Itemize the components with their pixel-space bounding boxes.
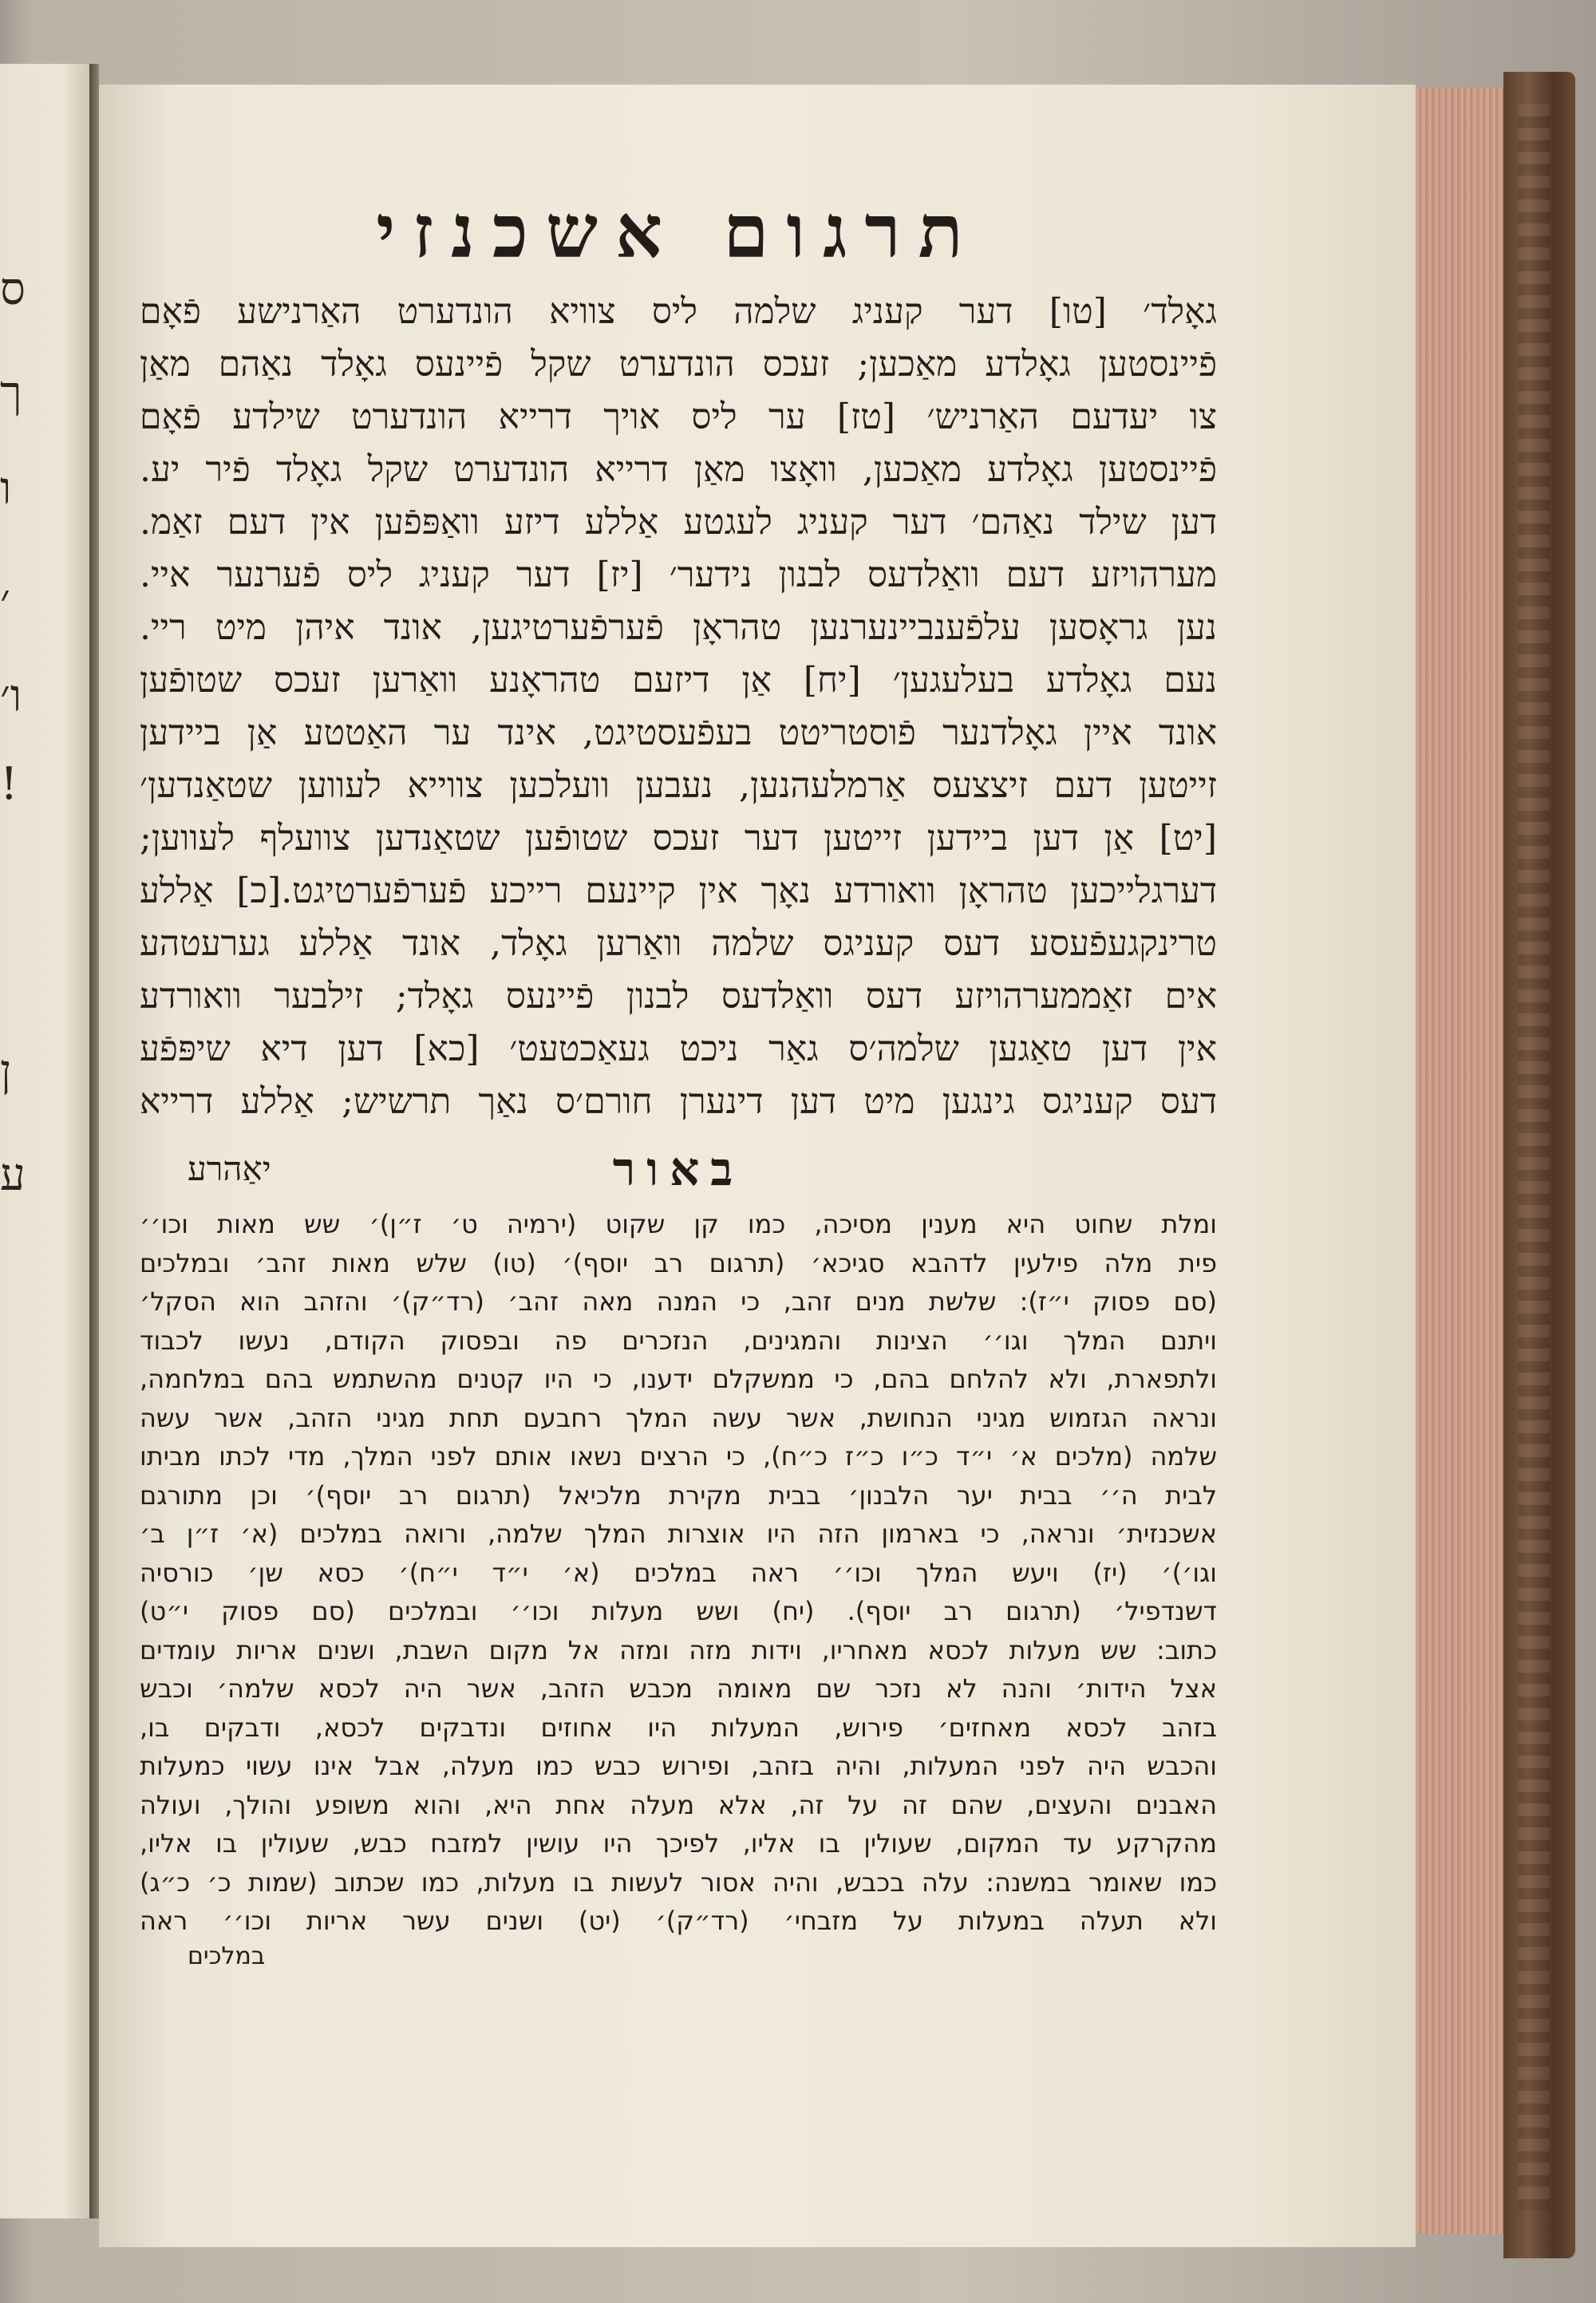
book-gutter	[89, 64, 99, 2218]
page-fore-edge	[1416, 88, 1506, 2234]
commentary-line: ומלת שחוט היא מענין מסיכה, כמו קן שקוט (ירמיה ט׳ ז״ן)׳ שש מאות וכו׳׳	[140, 1209, 1217, 1239]
translation-line: זייטען דעם זיצצעס אַרמלעהנען, נעבען וועלכען צווייא לעווען שטאַנדען׳	[140, 765, 1217, 806]
commentary-catchword: במלכים	[188, 1942, 266, 1970]
commentary-line: ונראה הגזמוש מגיני הנחושת, אשר עשה המלך רחבעם תחת מגיני הזהב, אשר עשה	[140, 1402, 1217, 1433]
left-page-edge	[0, 64, 92, 2218]
page-content	[140, 188, 1217, 1973]
page-heading: תרגום אשכנזי	[376, 188, 981, 275]
commentary-line: כתוב: שש מעלות לכסא מאחריו, וידות מזה ומזה אל מקום השבת, ושנים אריות עומדים	[140, 1634, 1217, 1665]
translation-line: טרינקגעפֿעסע דעס קעניגס שלמה וואַרען גאָלד, אונד אַללע גערעטהע	[140, 923, 1217, 964]
commentary-line: והכבש היה לפני המעלות, והיה בזהב, ופירוש כבש כמו מעלה, אבל אינו עשוי כמעלות	[140, 1751, 1217, 1781]
commentary-line: פית מלה פילעין לדהבא סגיכא׳ (תרגום רב יוסף)׳ (טו) שלש מאות זהב׳ ובמלכים	[140, 1247, 1217, 1278]
translation-line: דעס קעניגס גינגען מיט דען דינערן חורם׳ס נאַך תרשיש; אַללע דרייא	[140, 1081, 1217, 1122]
commentary-line: ויתנם המלך וגו׳׳ הצינות והמגינים, הנזכרים פה ובפסוק הקודם, נעשו לכבוד	[140, 1325, 1217, 1356]
translation-catchword: יאַהרע	[188, 1149, 271, 1188]
translation-line: צו יעדעם האַרניש׳ [טז] ער ליס אויך דרייא הונדערט שילדע פֿאָם	[140, 397, 1217, 437]
translation-line: אונד איין גאָלדנער פֿוסטריטט בעפֿעסטיגט, אינד ער האַטטע אַן ביידען	[140, 713, 1217, 753]
translation-line: פֿיינסטען גאָלדע מאַכען; זעכס הונדערט שקל פֿיינעס גאָלד נאַהם מאַן	[140, 344, 1217, 385]
commentary-line: בזהב לכסא מאחזים׳ פירוש, המעלות היו אחוזים ונדבקים לכסא, ודבקים בו,	[140, 1712, 1217, 1743]
translation-line: דערגלייכען טהראָן וואורדע נאָך אין קיינעם רייכע פֿערפֿערטיגט.[כ] אַללע	[140, 871, 1217, 911]
translation-line: פֿיינסטען גאָלדע מאַכען, וואָצו מאַן דרייא הונדערט שקל גאָלד פֿיר יע.	[140, 449, 1217, 490]
left-page-glyph: ן	[0, 1045, 12, 1097]
commentary-line: ולא תעלה במעלות על מזבחי׳ (רד״ק)׳ (יט) ושנים עשר אריות וכו׳׳ ראה	[140, 1906, 1217, 1936]
commentary-line: אשכנזית׳ ונראה, כי בארמון הזה היו אוצרות המלך שלמה, ורואה במלכים (א׳ ז״ן ב׳	[140, 1519, 1217, 1549]
commentary-line: מהקרקע עד המקום, שעולין בו אליו, לפיכך היו עושין למזבח כבש, שעולין בו אליו,	[140, 1828, 1217, 1859]
commentary-line: כמו שאומר במשנה: עלה בכבש, והיה אסור לעשות בו מעלות, כמו שכתוב (שמות כ׳ כ״ג)	[140, 1866, 1217, 1898]
commentary-line: לבית ה׳׳ בבית יער הלבנון׳ בבית מקירת מלכיאל (תרגום רב יוסף)׳ וכן מתורגם	[140, 1479, 1217, 1511]
commentary-line: אצל הידות׳ והנה לא נזכר שם מאומה מכבש הזהב, אשר היה לכסא שלמה׳ וכבש	[140, 1673, 1217, 1704]
translation-line: אים זאַממערהויזע דעס וואַלדעס לבנון פֿיינעס גאָלד; זילבער וואורדע	[140, 976, 1217, 1017]
commentary-line: דשנדפיל׳ (תרגום רב יוסף). (יח) ושש מעלות וכו׳׳ ובמלכים (סם פסוק י״ט)	[140, 1596, 1217, 1626]
left-page-glyph: !	[0, 758, 18, 810]
commentary-header	[140, 1138, 1217, 1200]
translation-line: נען גראָסען עלפֿענביינערנען טהראָן פֿערפֿערטיגען, אונד איהן מיט ריי.	[140, 607, 1217, 648]
left-page-glyph: ׳	[0, 575, 10, 626]
left-page-glyph: ע	[0, 1149, 26, 1201]
translation-line: [יט] אַן דען ביידען זייטען דער זעכס שטופֿען שטאַנדען צוועלף לעווען;	[140, 818, 1217, 859]
left-page-glyph: ך	[0, 367, 22, 419]
translation-line: נעם גאָלדע בעלעגען׳ [יח] אַן דיזעם טהראָנע וואַרען זעכס שטופֿען	[140, 660, 1217, 701]
commentary-line: שלמה (מלכים א׳ י״ד כ״ו כ״ז כ״ח), כי הרצים נשאו אותם לפני המלך, מדי לכתו מביתו	[140, 1441, 1217, 1471]
commentary-line: האבנים והעצים, שהם זה על זה, אלא מעלה אחת היא, והוא משופע והולך, ועולה	[140, 1789, 1217, 1820]
commentary-line: (סם פסוק י״ז): שלשת מנים זהב, כי המנה מאה זהב׳ (רד״ק)׳ והזהב הוא הסקל׳	[140, 1286, 1217, 1317]
commentary-block	[140, 1205, 1217, 1973]
commentary-line: וגו׳)׳ (יז) ויעש המלך וכו׳׳ ראה במלכים (א׳ י״ד י״ח)׳ כסא שן׳ כורסיה	[140, 1557, 1217, 1588]
translation-line: אין דען טאַגען שלמה׳ס גאַר ניכט געאַכטעט׳ [כא] דען דיא שיפּפֿע	[140, 1029, 1217, 1069]
translation-line: מערהויזע דעם וואַלדעס לבנון נידער׳ [יז] דער קעניג ליס פֿערנער איי.	[140, 555, 1217, 595]
book-cover	[1503, 72, 1575, 2258]
left-page-glyph: ו׳	[0, 670, 22, 722]
commentary-title: באור	[612, 1142, 745, 1196]
translation-block	[140, 286, 1217, 1128]
left-page-glyph: ס	[0, 263, 26, 315]
translation-line: גאָלד׳ [טו] דער קעניג שלמה ליס צוויא הונדערט האַרנישע פֿאָם	[140, 291, 1217, 332]
left-page-glyph: ו	[0, 463, 12, 515]
translation-line: דען שילד נאַהם׳ דער קעניג לעגטע אַללע דיזע וואַפּפֿען אין דעם זאַמ.	[140, 502, 1217, 543]
commentary-line: ולתפארת, ולא להלחם בהם, כי ממשקלם ידענו, כי היו קטנים מהשתמש בהם במלחמה,	[140, 1364, 1217, 1394]
